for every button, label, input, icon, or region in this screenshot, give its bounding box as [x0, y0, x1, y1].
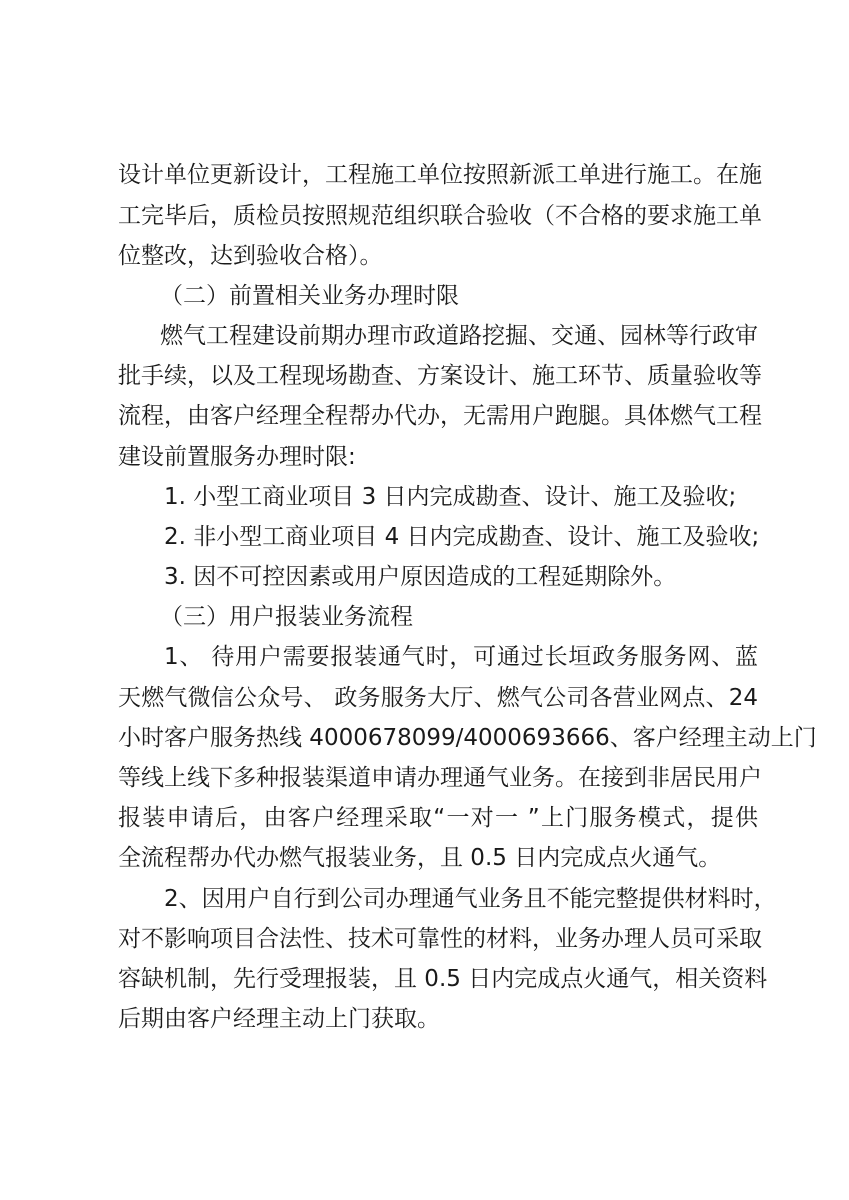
paragraph-line: 设计单位更新设计，工程施工单位按照新派工单进行施工。在施: [118, 162, 762, 188]
paragraph-line: 报装申请后，由客户经理采取“一对一 ”上门服务模式，提供: [118, 805, 758, 831]
paragraph-line: 后期由客户经理主动上门获取。: [118, 1006, 440, 1032]
paragraph-line: 2、因用户自行到公司办理通气业务且不能完整提供材料时，: [164, 886, 777, 912]
list-item: 1. 小型工商业项目 3 日内完成勘查、设计、施工及验收;: [164, 484, 737, 510]
paragraph-line: 流程，由客户经理全程帮办代办，无需用户跑腿。具体燃气工程: [118, 403, 762, 429]
paragraph-line: 位整改，达到验收合格）。: [118, 243, 383, 269]
section-heading: （三）用户报装业务流程: [160, 604, 413, 630]
paragraph-line: 1、 待用户需要报装通气时，可通过长垣政务服务网、蓝: [164, 644, 758, 670]
paragraph-line: 对不影响项目合法性、技术可靠性的材料，业务办理人员可采取: [118, 926, 762, 952]
paragraph-line: 建设前置服务办理时限:: [118, 444, 356, 470]
paragraph-line: 等线上线下多种报装渠道申请办理通气业务。在接到非居民用户: [118, 765, 762, 791]
list-item: 3. 因不可控因素或用户原因造成的工程延期除外。: [164, 564, 677, 590]
paragraph-line: 小时客户服务热线 4000678099/4000693666、客户经理主动上门: [118, 725, 817, 751]
paragraph-line: 全流程帮办代办燃气报装业务，且 0.5 日内完成点火通气。: [118, 845, 722, 871]
list-item: 2. 非小型工商业项目 4 日内完成勘查、设计、施工及验收;: [164, 524, 760, 550]
paragraph-line: 燃气工程建设前期办理市政道路挖掘、交通、园林等行政审: [160, 323, 758, 349]
paragraph-line: 批手续，以及工程现场勘查、方案设计、施工环节、质量验收等: [118, 363, 762, 389]
paragraph-line: 容缺机制，先行受理报装，且 0.5 日内完成点火通气，相关资料: [118, 966, 768, 992]
section-heading: （二）前置相关业务办理时限: [160, 283, 459, 309]
paragraph-line: 天燃气微信公众号、 政务服务大厅、燃气公司各营业网点、24: [118, 685, 758, 711]
paragraph-line: 工完毕后，质检员按照规范组织联合验收（不合格的要求施工单: [118, 203, 762, 229]
